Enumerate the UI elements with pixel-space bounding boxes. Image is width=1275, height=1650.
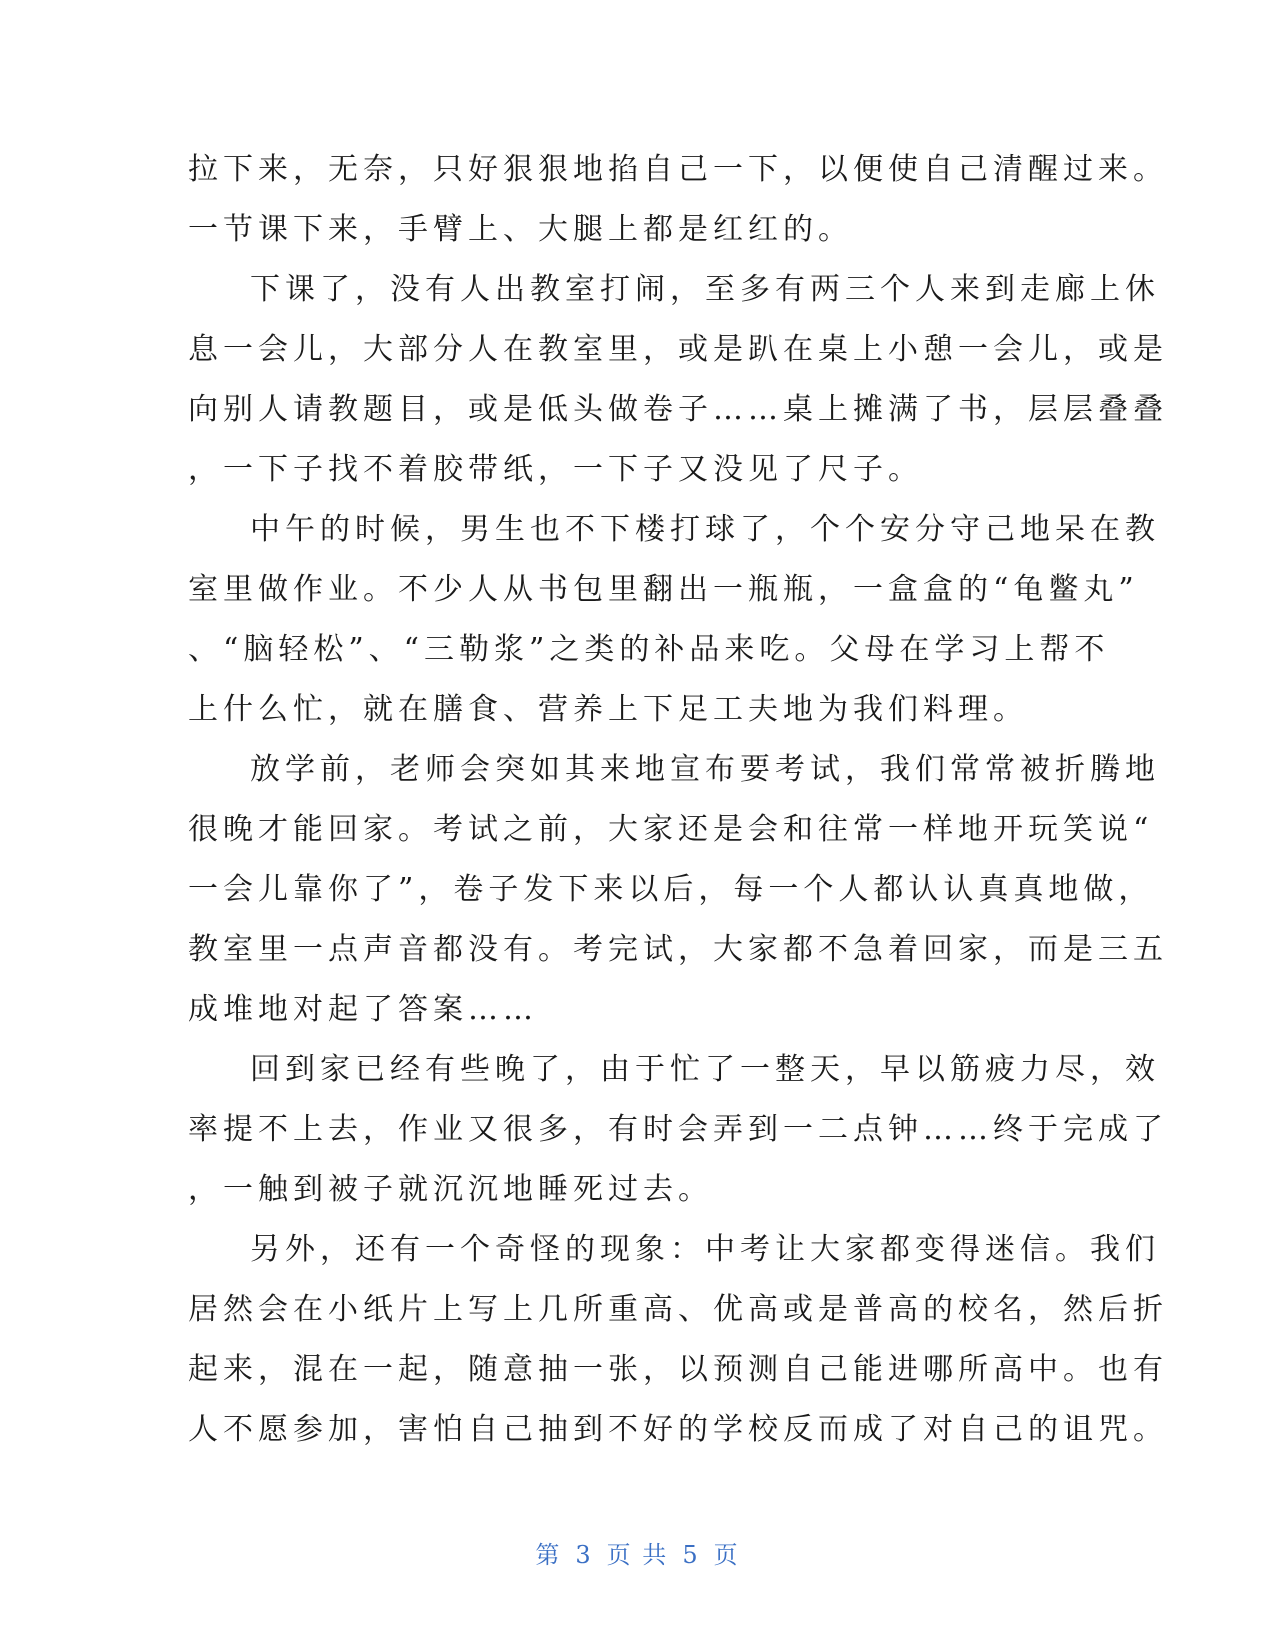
text-line: ，一下子找不着胶带纸，一下子又没见了尺子。 <box>188 452 923 487</box>
footer-label-page: 第 <box>535 1541 562 1569</box>
text-line: 一会儿靠你了”，卷子发下来以后，每一个人都认认真真地做， <box>188 872 1154 907</box>
footer-current-page: 3 <box>575 1541 593 1569</box>
text-line: 一节课下来，手臂上、大腿上都是红红的。 <box>188 212 853 247</box>
footer-label-of: 页 共 <box>606 1541 669 1569</box>
text-line: 人不愿参加，害怕自己抽到不好的学校反而成了对自己的诅咒。 <box>188 1412 1168 1447</box>
text-line: ，一触到被子就沉沉地睡死过去。 <box>188 1172 713 1207</box>
text-line: 中午的时候，男生也不下楼打球了，个个安分守己地呆在教 <box>250 512 1160 547</box>
text-line: 回到家已经有些晚了，由于忙了一整天，早以筋疲力尽，效 <box>250 1052 1160 1087</box>
text-line: 下课了，没有人出教室打闹，至多有两三个人来到走廊上休 <box>250 272 1160 307</box>
text-line: 拉下来，无奈，只好狠狠地掐自己一下，以便使自己清醒过来。 <box>188 152 1168 187</box>
text-line: 另外，还有一个奇怪的现象：中考让大家都变得迷信。我们 <box>250 1232 1160 1267</box>
text-line: 居然会在小纸片上写上几所重高、优高或是普高的校名，然后折 <box>188 1292 1168 1327</box>
text-line: 向别人请教题目，或是低头做卷子……桌上摊满了书，层层叠叠 <box>188 392 1168 427</box>
text-line: 成堆地对起了答案…… <box>188 992 538 1027</box>
text-line: 起来，混在一起，随意抽一张，以预测自己能进哪所高中。也有 <box>188 1352 1168 1387</box>
footer-label-end: 页 <box>713 1541 740 1569</box>
text-line: 息一会儿，大部分人在教室里，或是趴在桌上小憩一会儿，或是 <box>188 332 1168 367</box>
page-footer <box>0 1535 1275 1570</box>
text-line: 率提不上去，作业又很多，有时会弄到一二点钟……终于完成了 <box>188 1112 1168 1147</box>
text-line: 很晚才能回家。考试之前，大家还是会和往常一样地开玩笑说“ <box>188 812 1154 847</box>
text-line: 教室里一点声音都没有。考完试，大家都不急着回家，而是三五 <box>188 932 1168 967</box>
text-line: 室里做作业。不少人从书包里翻出一瓶瓶，一盒盒的“龟鳖丸” <box>188 572 1139 607</box>
body-text <box>188 148 1168 1468</box>
text-line: 、“脑轻松”、“三勒浆”之类的补品来吃。父母在学习上帮不 <box>188 632 1110 667</box>
text-line: 放学前，老师会突如其来地宣布要考试，我们常常被折腾地 <box>250 752 1160 787</box>
footer-total-pages: 5 <box>682 1541 700 1569</box>
text-line: 上什么忙，就在膳食、营养上下足工夫地为我们料理。 <box>188 692 1028 727</box>
